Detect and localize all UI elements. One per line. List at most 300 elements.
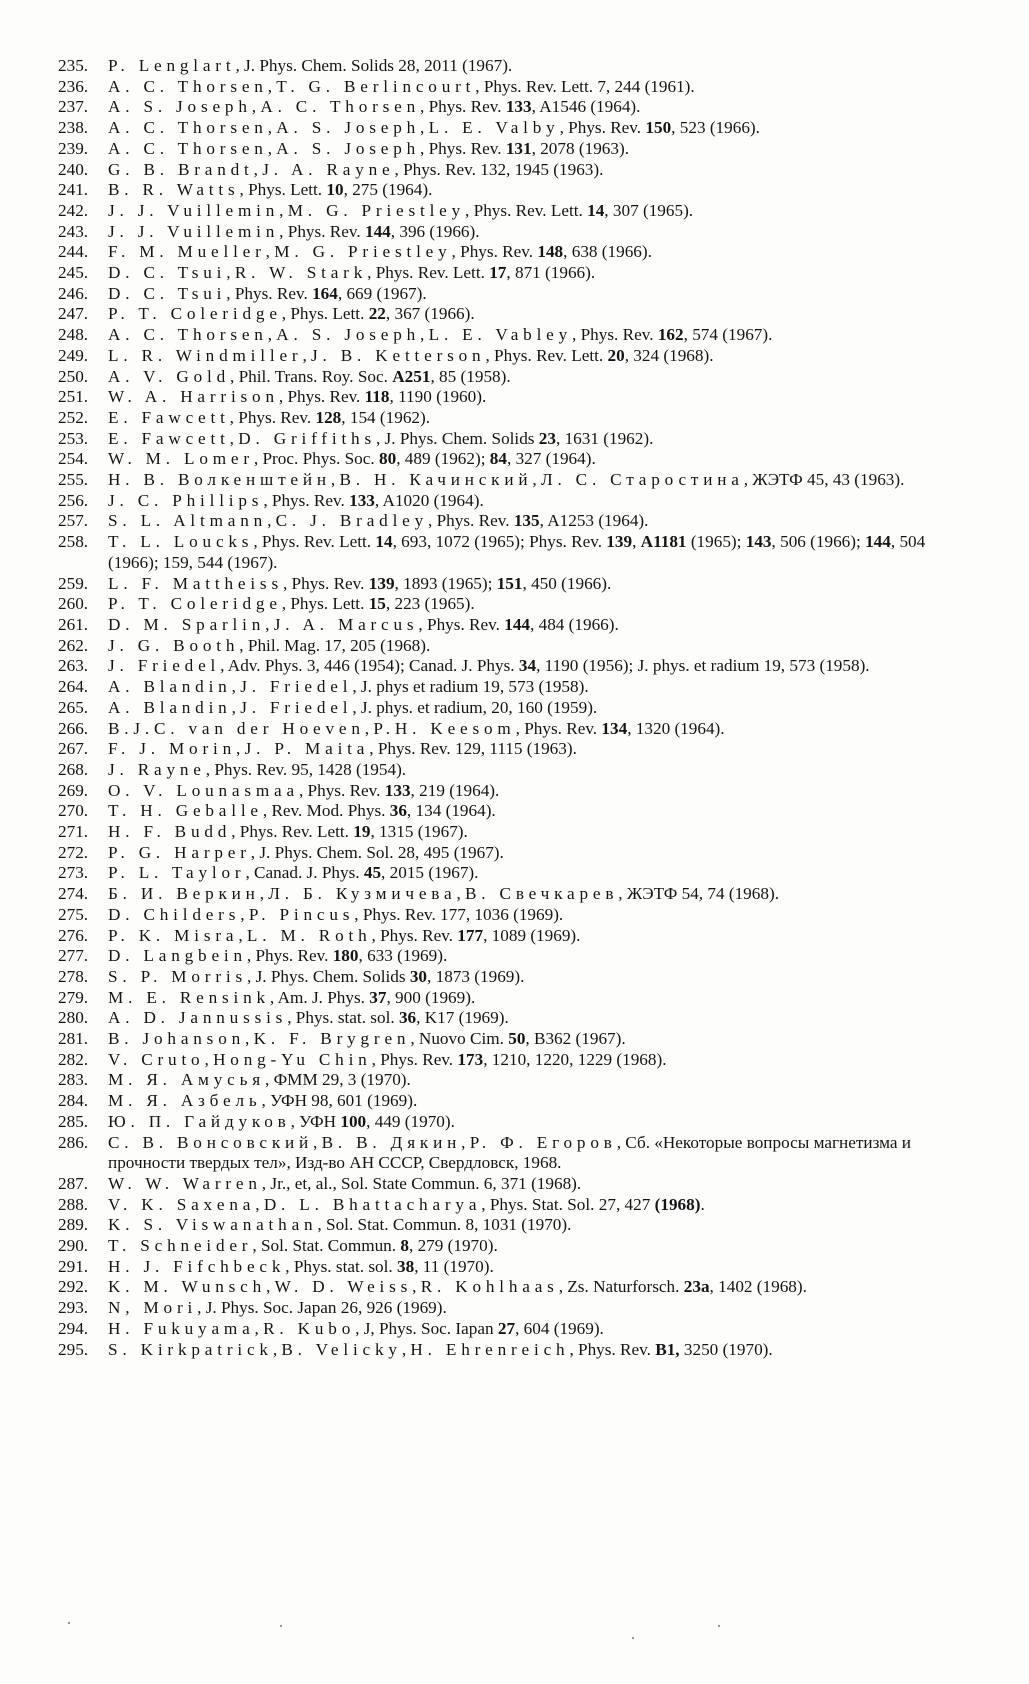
citation-text: ,: [238, 925, 247, 945]
citation-text: , Rev. Mod. Phys.: [262, 801, 390, 821]
reference-text: [108, 1298, 978, 1319]
reference-text: [108, 242, 978, 263]
citation-text: ,: [231, 677, 241, 697]
reference-number: 281.: [58, 1029, 89, 1049]
citation-text: , 449 (1970).: [366, 1111, 455, 1131]
citation-text: ,: [412, 1277, 421, 1297]
citation-text: , J. Phys. Chem. Solids 28, 2011 (1967).: [235, 56, 513, 75]
citation-text: , 396 (1966).: [390, 221, 480, 241]
author-name: A. V. Gold: [108, 366, 231, 386]
reference-entry: [58, 118, 978, 139]
reference-text: [108, 118, 978, 139]
author-name: F. J. Morin: [108, 739, 237, 759]
citation-text: , Zs. Naturforsch.: [558, 1277, 684, 1297]
citation-text: , Phys. Rev. Lett.: [367, 263, 490, 283]
volume-number: B1,: [655, 1339, 680, 1359]
citation-text: , 134 (1964).: [406, 801, 496, 821]
citation-text: ,: [251, 97, 261, 117]
citation-text: , 85 (1958).: [430, 366, 511, 386]
citation-text: , Сб. «Некоторые вопросы магнетизма и прочности твердых тел», Изд-во АН СССР, Свердловск, 1968.: [108, 1132, 911, 1173]
author-name: Н. В. Волкенштейн: [108, 470, 331, 490]
author-name: P. Lenglart: [108, 56, 236, 75]
reference-entry: [58, 532, 978, 573]
citation-text: ,: [330, 470, 340, 490]
author-name: M. G. Priestley: [287, 200, 466, 220]
volume-number: 84: [489, 449, 507, 469]
author-name: С. В. Вонсовский: [108, 1132, 314, 1152]
author-name: N, Mori: [108, 1298, 198, 1318]
reference-text: [108, 1195, 978, 1216]
reference-number: 242.: [58, 200, 89, 220]
reference-entry: [58, 946, 978, 967]
citation-text: , 223 (1965).: [385, 594, 475, 614]
author-name: G. B. Brandt: [108, 159, 254, 179]
reference-entry: [58, 242, 978, 263]
volume-number: 139: [368, 573, 395, 593]
citation-text: , Sol. Stat. Commun. 8, 1031 (1970).: [317, 1215, 572, 1235]
reference-entry: [58, 801, 978, 822]
author-name: P. Pincus: [248, 904, 355, 924]
citation-text: 3250 (1970).: [679, 1339, 773, 1359]
reference-text: [108, 387, 978, 408]
reference-entry: [58, 719, 978, 740]
author-name: D. L. Bhattacharya: [263, 1194, 482, 1214]
reference-number: 244.: [58, 242, 89, 262]
reference-number: 241.: [58, 180, 89, 200]
author-name: L. E. Valby: [428, 118, 560, 138]
author-name: J. B. Ketterson: [311, 345, 486, 365]
citation-text: , ЖЭТФ 54, 74 (1968).: [618, 884, 779, 904]
volume-number: 128: [315, 407, 342, 427]
volume-number: 14: [587, 200, 605, 220]
scan-speck: [68, 1622, 70, 1624]
citation-text: , Phys. Rev.: [279, 221, 365, 241]
reference-text: [108, 222, 978, 243]
reference-text: [108, 263, 978, 284]
author-name: М. Я. Амусья: [108, 1070, 265, 1090]
reference-entry: [58, 1257, 978, 1278]
reference-entry: [58, 325, 978, 346]
reference-number: 245.: [58, 263, 89, 283]
reference-number: 274.: [58, 884, 89, 904]
citation-text: , Phys. Rev.: [226, 283, 313, 303]
volume-number: 133: [384, 780, 411, 800]
citation-text: , 489 (1962);: [396, 449, 490, 469]
reference-entry: [58, 781, 978, 802]
reference-number: 237.: [58, 97, 89, 117]
citation-text: , Phys. Rev.: [263, 490, 350, 510]
reference-entry: [58, 636, 978, 657]
citation-text: ,: [245, 1029, 254, 1049]
reference-text: [108, 1070, 978, 1091]
volume-number: 131: [505, 138, 532, 158]
volume-number: 180: [332, 946, 359, 966]
reference-entry: [58, 429, 978, 450]
volume-number: 139: [606, 532, 633, 552]
volume-number: 143: [745, 532, 772, 552]
reference-text: [108, 739, 978, 760]
citation-text: , Phys. Rev.: [420, 97, 506, 117]
reference-entry: [58, 905, 978, 926]
reference-entry: [58, 139, 978, 160]
author-name: P. L. Taylor: [108, 863, 246, 883]
author-name: O. V. Lounasmaa: [108, 780, 299, 800]
reference-entry: [58, 201, 978, 222]
reference-number: 255.: [58, 470, 89, 490]
citation-text: , 693, 1072 (1965); Phys. Rev.: [392, 532, 607, 552]
reference-text: [108, 1133, 978, 1174]
reference-number: 278.: [58, 966, 89, 986]
citation-text: , 1873 (1969).: [427, 966, 525, 986]
author-name: L. E. Vabley: [428, 325, 573, 345]
reference-text: [108, 201, 978, 222]
reference-text: [108, 863, 978, 884]
citation-text: , 1315 (1967).: [370, 822, 468, 842]
reference-number: 267.: [58, 739, 89, 759]
reference-number: 238.: [58, 118, 89, 138]
author-name: K. M. Wunsch: [108, 1277, 266, 1297]
reference-text: [108, 781, 978, 802]
author-name: A. C. Thorsen: [260, 97, 421, 117]
volume-number: 20: [607, 345, 625, 365]
reference-number: 248.: [58, 325, 89, 345]
reference-entry: [58, 1215, 978, 1236]
reference-number: 259.: [58, 573, 89, 593]
reference-text: [108, 843, 978, 864]
author-name: L. M. Roth: [246, 925, 372, 945]
reference-number: 260.: [58, 594, 89, 614]
reference-entry: [58, 367, 978, 388]
citation-text: ,: [279, 200, 288, 220]
citation-text: , A1020 (1964).: [374, 490, 484, 510]
author-name: J. Friedel: [108, 656, 221, 676]
author-name: W. W. Warren: [108, 1173, 262, 1193]
reference-entry: [58, 304, 978, 325]
reference-text: [108, 926, 978, 947]
reference-text: [108, 1277, 978, 1298]
reference-number: 276.: [58, 925, 89, 945]
volume-number: 45: [363, 863, 382, 883]
reference-entry: [58, 449, 978, 470]
author-name: A. S. Joseph: [276, 138, 421, 158]
reference-number: 239.: [58, 138, 89, 158]
volume-number: 162: [657, 325, 684, 345]
author-name: W. D. Weiss: [274, 1277, 413, 1297]
citation-text: ,: [302, 345, 312, 365]
reference-entry: [58, 284, 978, 305]
citation-text: ,: [204, 1049, 214, 1069]
citation-text: ,: [267, 138, 277, 158]
reference-text: [108, 656, 978, 677]
volume-number: 150: [645, 118, 672, 138]
reference-text: [108, 160, 978, 181]
citation-text: , 2078 (1963).: [531, 138, 629, 158]
volume-number: 27: [497, 1318, 516, 1338]
citation-text: , Phys. Rev.: [371, 1049, 458, 1069]
author-name: W. A. Harrison: [108, 387, 279, 407]
citation-text: ,: [420, 118, 429, 138]
citation-text: , Phys. stat. sol.: [287, 1008, 399, 1028]
citation-text: , 669 (1967).: [337, 283, 427, 303]
reference-entry: [58, 884, 978, 905]
reference-entry: [58, 1298, 978, 1319]
author-name: L. F. Mattheiss: [108, 573, 283, 593]
reference-number: 287.: [58, 1173, 89, 1193]
author-name: P. G. Harper: [108, 842, 251, 862]
author-name: A. D. Jannussis: [108, 1008, 288, 1028]
reference-text: [108, 97, 978, 118]
reference-number: 265.: [58, 697, 89, 717]
author-name: Hong-Yu Chin: [213, 1049, 372, 1069]
reference-text: [108, 304, 978, 325]
reference-entry: [58, 1133, 978, 1174]
citation-text: , Phys. Rev.: [229, 407, 316, 427]
reference-text: [108, 325, 978, 346]
author-name: S. Kirkpatrick: [108, 1339, 273, 1359]
author-name: W. M. Lomer: [108, 449, 254, 469]
reference-number: 249.: [58, 345, 89, 365]
citation-text: , 504 (1966); 159, 544 (1967).: [108, 532, 926, 572]
reference-text: [108, 56, 978, 77]
reference-entry: [58, 1195, 978, 1216]
volume-number: 15: [368, 594, 386, 614]
author-name: A. C. Thorsen: [108, 325, 268, 345]
reference-number: 286.: [58, 1132, 89, 1152]
reference-number: 246.: [58, 283, 89, 303]
volume-number: 38: [397, 1256, 415, 1276]
author-name: D. Griffiths: [238, 428, 376, 448]
author-name: B. Johanson: [108, 1029, 246, 1049]
author-name: R. W. Stark: [234, 263, 368, 283]
volume-number: 135: [513, 511, 540, 531]
citation-text: , K17 (1969).: [416, 1008, 509, 1028]
volume-number: 164: [312, 283, 338, 303]
author-name: M. G. Priestley: [274, 242, 452, 262]
author-name: V. Cruto: [108, 1049, 205, 1069]
scan-speck: [632, 1637, 634, 1639]
citation-text: , A1546 (1964).: [531, 97, 641, 117]
reference-entry: [58, 56, 978, 77]
volume-number: 8: [400, 1236, 409, 1256]
citation-text: , B362 (1967).: [525, 1029, 626, 1049]
author-name: J. A. Marcus: [273, 614, 419, 634]
reference-entry: [58, 160, 978, 181]
reference-text: [108, 1257, 978, 1278]
reference-entry: [58, 1340, 978, 1361]
citation-text: , 633 (1969).: [358, 946, 448, 966]
reference-text: [108, 1236, 978, 1257]
citation-text: , Phys. Rev. Lett. 7, 244 (1961).: [475, 76, 695, 96]
author-name: H. J. Fifchbeck: [108, 1256, 286, 1276]
reference-number: 257.: [58, 511, 89, 531]
volume-number: 50: [508, 1029, 526, 1049]
reference-number: 263.: [58, 656, 89, 676]
citation-text: , J. Phys. Chem. Solids: [246, 966, 410, 986]
citation-text: , Phys. Rev.: [418, 614, 505, 634]
author-name: D. Langbein: [108, 946, 247, 966]
volume-number: 23a: [683, 1277, 710, 1297]
reference-text: [108, 449, 978, 470]
author-name: D. C. Tsui: [108, 283, 227, 303]
reference-text: [108, 719, 978, 740]
citation-text: , 523 (1966).: [671, 118, 760, 138]
author-name: J. A. Rayne: [262, 159, 395, 179]
author-name: J. C. Phillips: [108, 490, 264, 510]
citation-text: , Phil. Trans. Roy. Soc.: [230, 366, 393, 386]
reference-number: 262.: [58, 635, 89, 655]
citation-text: ,: [461, 1132, 470, 1152]
reference-text: [108, 988, 978, 1009]
author-name: D. C. Tsui: [108, 263, 227, 283]
author-name: J. Friedel: [240, 697, 353, 717]
reference-number: 240.: [58, 159, 89, 179]
reference-entry: [58, 346, 978, 367]
citation-text: , Phys. Rev. 132, 1945 (1963).: [394, 159, 604, 179]
citation-text: , 154 (1962).: [341, 407, 431, 427]
citation-text: , Phys. Rev. 129, 1115 (1963).: [369, 739, 577, 759]
author-name: A. C. Thorsen: [108, 138, 268, 158]
citation-text: ,: [272, 1339, 282, 1359]
citation-text: , Adv. Phys. 3, 446 (1954); Canad. J. Phys.: [220, 656, 519, 676]
citation-text: , 871 (1966).: [506, 263, 596, 283]
author-name: В. В. Дякин: [321, 1132, 462, 1152]
reference-text: [108, 967, 978, 988]
reference-number: 277.: [58, 946, 89, 966]
author-name: М. Я. Азбель: [108, 1091, 262, 1111]
author-name: H. Fukuyama: [108, 1318, 255, 1338]
reference-text: [108, 470, 978, 491]
reference-text: [108, 1008, 978, 1029]
reference-number: 254.: [58, 449, 89, 469]
citation-text: ,: [253, 159, 263, 179]
citation-text: , Phys. stat. sol.: [285, 1256, 398, 1276]
reference-text: [108, 346, 978, 367]
citation-text: , Phys. Rev.: [420, 138, 506, 158]
reference-entry: [58, 822, 978, 843]
author-name: Л. С. Старостина: [540, 470, 744, 490]
volume-number: 36: [398, 1008, 417, 1028]
citation-text: , Canad. J. Phys.: [245, 863, 364, 883]
reference-number: 269.: [58, 780, 89, 800]
citation-text: , Phys. Rev. Lett.: [253, 532, 376, 552]
author-name: R. Kohlhaas: [420, 1277, 559, 1297]
author-name: V. K. Saxena: [108, 1194, 256, 1214]
citation-text: , 1210, 1220, 1229 (1968).: [483, 1049, 667, 1069]
reference-number: 294.: [58, 1318, 89, 1338]
reference-entry: [58, 408, 978, 429]
volume-number: 151: [496, 573, 523, 593]
citation-text: , Phys. Rev.: [298, 780, 385, 800]
volume-number: 23: [538, 428, 556, 448]
volume-number: 80: [379, 449, 397, 469]
reference-entry: [58, 387, 978, 408]
citation-text: , Phys. Rev. Lett.: [231, 822, 354, 842]
reference-entry: [58, 470, 978, 491]
citation-text: , Phys. Rev. Lett.: [485, 345, 608, 365]
volume-number: 10: [326, 180, 344, 200]
citation-text: , 506 (1966);: [771, 532, 866, 552]
reference-entry: [58, 222, 978, 243]
volume-number: A1181: [640, 532, 687, 552]
reference-number: 251.: [58, 387, 89, 407]
reference-entry: [58, 1091, 978, 1112]
citation-text: , Phys. Lett.: [281, 594, 369, 614]
reference-number: 271.: [58, 822, 89, 842]
citation-text: , J. Phys. Chem. Sol. 28, 495 (1967).: [250, 842, 504, 862]
reference-text: [108, 822, 978, 843]
citation-text: , Phys. Stat. Sol. 27, 427: [481, 1194, 655, 1214]
citation-text: ,: [267, 118, 277, 138]
citation-text: , 324 (1968).: [624, 345, 714, 365]
author-name: A. S. Joseph: [108, 97, 252, 117]
reference-number: 280.: [58, 1008, 89, 1028]
reference-entry: [58, 1174, 978, 1195]
volume-number: 34: [518, 656, 537, 676]
citation-text: , 1320 (1964).: [627, 718, 725, 738]
citation-text: ,: [532, 470, 541, 490]
volume-number: 177: [457, 925, 484, 945]
reference-text: [108, 284, 978, 305]
reference-entry: [58, 760, 978, 781]
citation-text: , Phys. Rev.: [572, 325, 658, 345]
reference-entry: [58, 1319, 978, 1340]
citation-text: , Phys. Rev.: [428, 511, 514, 531]
author-name: D. M. Sparlin: [108, 614, 266, 634]
volume-number: 133: [505, 97, 532, 117]
citation-text: , Jr., et, al., Sol. State Commun. 6, 371 (1968).: [261, 1173, 582, 1193]
reference-entry: [58, 77, 978, 98]
citation-text: ,: [267, 325, 277, 345]
citation-text: , J. phys et radium 19, 573 (1958).: [352, 677, 589, 697]
reference-number: 243.: [58, 221, 89, 241]
reference-text: [108, 760, 978, 781]
citation-text: , Phys. Rev.: [278, 387, 365, 407]
author-name: K. F. Brygren: [253, 1029, 411, 1049]
author-name: P. T. Coleridge: [108, 594, 282, 614]
citation-text: ,: [420, 325, 429, 345]
reference-text: [108, 801, 978, 822]
reference-text: [108, 1029, 978, 1050]
volume-number: 17: [489, 263, 507, 283]
citation-text: , 1631 (1962).: [555, 428, 654, 448]
author-name: Р. Ф. Егоров: [469, 1132, 617, 1152]
citation-text: , 900 (1969).: [386, 987, 476, 1007]
author-name: Ю. П. Гайдуков: [108, 1111, 291, 1131]
reference-number: 284.: [58, 1091, 89, 1111]
reference-number: 295.: [58, 1339, 89, 1359]
author-name: В. Н. Качинский: [339, 470, 533, 490]
scan-speck: [280, 1625, 282, 1627]
author-name: Л. Б. Кузмичева: [268, 884, 457, 904]
citation-text: , 450 (1966).: [522, 573, 612, 593]
reference-entry: [58, 967, 978, 988]
citation-text: , Am. J. Phys.: [269, 987, 370, 1007]
citation-text: , Phys. Rev.: [515, 718, 602, 738]
author-name: P. K. Misra: [108, 925, 239, 945]
citation-text: ,: [265, 242, 275, 262]
reference-entry: [58, 594, 978, 615]
citation-text: , 307 (1965).: [604, 200, 694, 220]
citation-text: , Phys. Rev.: [282, 573, 369, 593]
reference-number: 293.: [58, 1298, 89, 1318]
author-name: A. S. Joseph: [276, 325, 421, 345]
reference-number: 292.: [58, 1277, 89, 1297]
reference-text: [108, 180, 978, 201]
reference-entry: [58, 1070, 978, 1091]
reference-entry: [58, 698, 978, 719]
citation-text: , 1893 (1965);: [394, 573, 497, 593]
reference-text: [108, 636, 978, 657]
